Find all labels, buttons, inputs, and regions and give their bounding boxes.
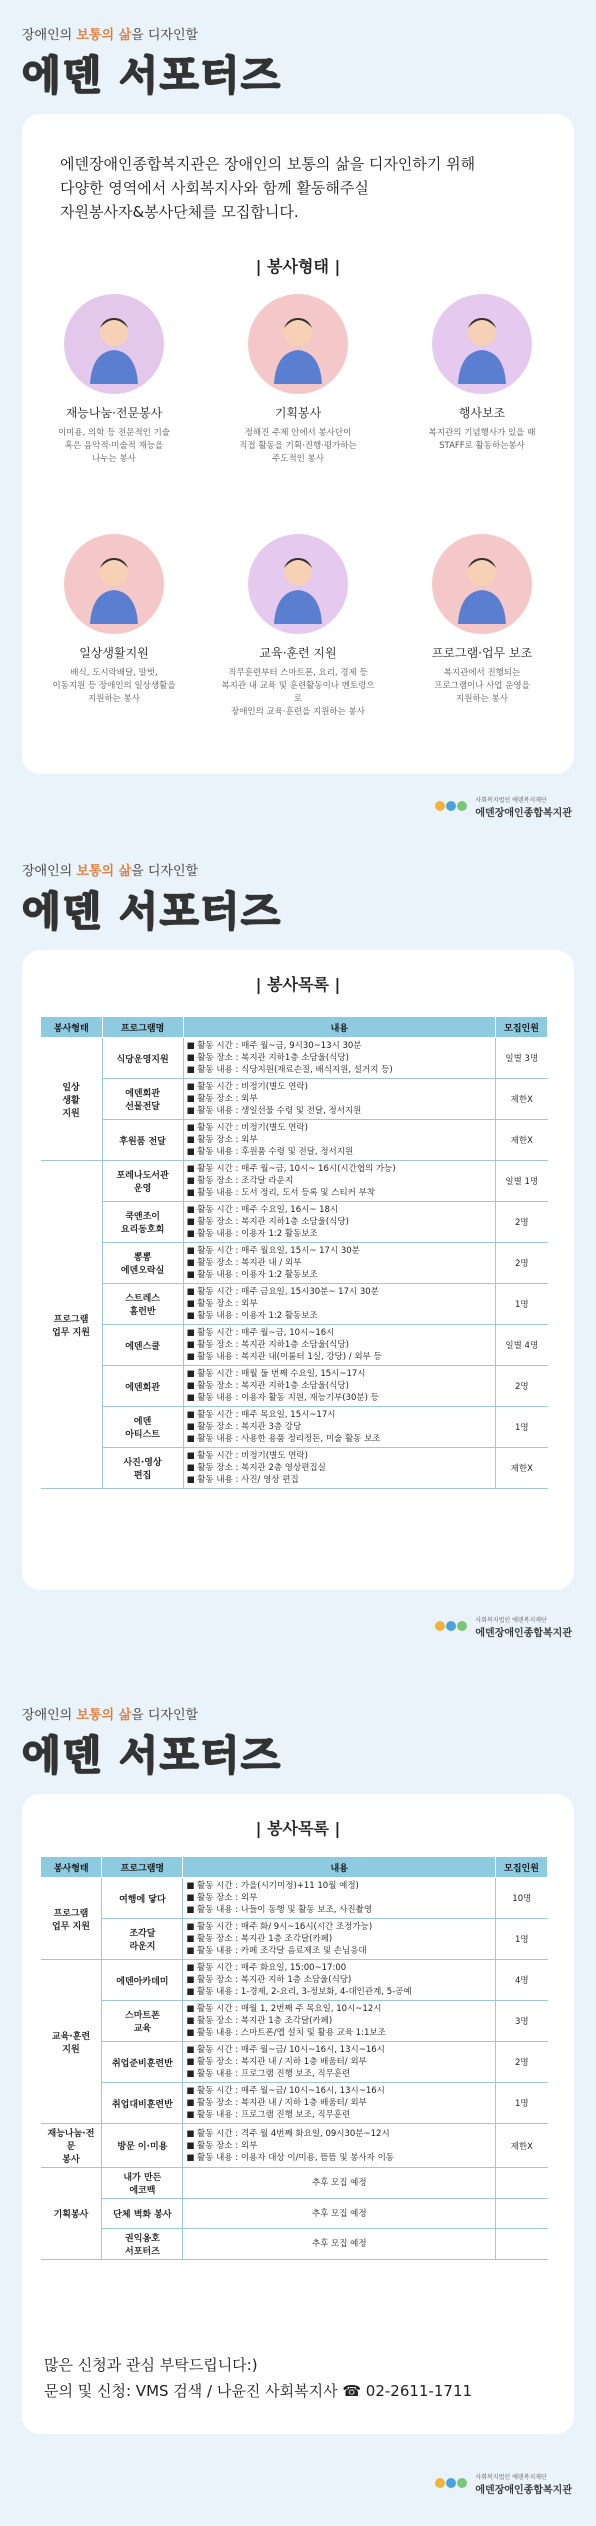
table-row: [41, 1878, 548, 1919]
cell-content: [183, 1079, 496, 1120]
content-line: ■ 활동 장소 : 복지관 내 / 외부: [186, 1258, 302, 1268]
volunteer-type-card: [218, 294, 378, 466]
content-line: ■ 활동 장소 : 외부: [186, 1299, 258, 1309]
table-row: [41, 1079, 548, 1120]
table-header-row: [41, 1857, 548, 1878]
section-list-1: [0, 830, 596, 1660]
content-line: ■ 활동 내용 : 이용자 대상 이/미용, 뜸뜸 및 봉사자 이동: [186, 2152, 395, 2163]
content-line: ■ 활동 장소 : 외부: [186, 1893, 258, 1903]
cell-content: [183, 2124, 496, 2168]
intro-text: 에덴장애인종합복지관은 장애인의 보통의 삶을 디자인하기 위해 다양한 영역에서 사회복지사와 함께 활동해주실 자원봉사자&봉사단체를 모집합니다.: [60, 155, 476, 221]
cell-content: [183, 1120, 496, 1161]
content-line: ■ 활동 내용 : 생일선물 수령 및 전달, 정서지원: [186, 1106, 362, 1116]
cell-content: [183, 1325, 496, 1366]
cell-program: 내가 만든 에코백: [102, 2168, 183, 2199]
content-line: ■ 활동 장소 : 복지관 지하1층 소담울(식당): [186, 1053, 349, 1063]
content-line: ■ 활동 장소 : 복지관 1층 조각달(카페): [186, 2016, 333, 2026]
cell-content: [183, 2042, 496, 2083]
content-line: ■ 활동 시간 : 비정기(별도 연락): [186, 1123, 308, 1133]
cell-program: 사진·영상 편집: [102, 1448, 183, 1489]
org-logo: 사회복지법인 에덴복지재단 에덴장애인종합복지관: [434, 1615, 572, 1639]
volunteer-type-card: [34, 294, 194, 466]
header-type: 봉사형태: [41, 1857, 102, 1878]
cell-content: [183, 2199, 496, 2229]
content-line: ■ 활동 장소 : 복지관 지하1층 소담울(식당): [186, 1217, 349, 1227]
cell-content: [183, 1878, 496, 1919]
content-line: ■ 활동 내용 : 스마트폰/앱 설치 및 활용 교육 1:1보조: [186, 2028, 386, 2038]
table-row: [41, 1407, 548, 1448]
volunteer-type-card: [402, 294, 562, 453]
cell-count: [496, 2229, 548, 2260]
cell-count: 제한X: [496, 1120, 548, 1161]
content-line: ■ 활동 장소 : 외부: [186, 1135, 258, 1145]
header-content: 내용: [183, 1017, 496, 1038]
volunteer-type-name: 기획봉사: [274, 406, 322, 420]
cell-count: [496, 2168, 548, 2199]
org-logo: [434, 795, 572, 819]
volunteer-type-desc: 배식, 도시락배달, 말벗, 이동지원 등 장애인의 일상생활을 지원하는 봉사: [52, 668, 176, 704]
cell-type: 프로그램 업무 지원: [41, 1161, 103, 1489]
volunteer-table-1: [40, 1016, 548, 1489]
brand-title: 에덴 서포터즈: [22, 889, 282, 935]
header-count: 모집인원: [496, 1017, 548, 1038]
content-line: ■ 활동 내용 : 사진/ 영상 편집: [186, 1475, 299, 1485]
cell-count: 일별 3명: [496, 1038, 548, 1079]
volunteer-table-2: [40, 1856, 548, 2260]
cell-content: [183, 2001, 496, 2042]
contact-info: [44, 2352, 472, 2404]
table-row: [41, 1038, 548, 1079]
content-line: ■ 활동 시간 : 비정기(별도 연락): [186, 1082, 308, 1092]
volunteer-illustration-icon: [64, 534, 164, 634]
content-line: ■ 활동 시간 : 매주 금요일, 15시30분~ 17시 30분: [186, 1287, 379, 1297]
content-line: ■ 활동 장소 : 외부: [186, 1094, 258, 1104]
cell-count: 제한X: [496, 2124, 548, 2168]
content-line: ■ 활동 시간 : 격주 월 4번째 화요일, 09시30분~12시: [186, 2128, 390, 2139]
cell-content: [183, 1407, 496, 1448]
table-row: [41, 2229, 548, 2260]
content-line: ■ 활동 장소 : 외부: [186, 2140, 258, 2151]
header-content: 내용: [183, 1857, 496, 1878]
cell-type: 기획봉사: [41, 2168, 102, 2260]
org-logo-icon: [434, 1619, 468, 1636]
cell-count: 2명: [496, 1366, 548, 1407]
cell-count: 제한X: [496, 1079, 548, 1120]
content-line: ■ 활동 내용 : 복지관 내(이룸터 1실, 강당) / 외부 등: [186, 1352, 382, 1362]
cell-count: 4명: [496, 1960, 548, 2001]
content-line: ■ 활동 장소 : 조각달 라운지: [186, 1176, 294, 1186]
content-line: ■ 활동 시간 : 매주 화요일, 15:00~17:00: [186, 1963, 347, 1973]
cell-program: 쿡앤조이 요리동호회: [102, 1202, 183, 1243]
volunteer-illustration-icon: [64, 294, 164, 394]
cell-type: 일상 생활 지원: [41, 1038, 103, 1161]
cell-program: 에덴 아티스트: [102, 1407, 183, 1448]
volunteer-type-desc: 직무훈련부터 스마트폰, 요리, 경제 등 복지관 내 교육 및 훈련활동이나 멘토링으로 장애인의 교육·훈련을 지원하는 봉사: [221, 668, 375, 717]
volunteer-type-name: 교육·훈련 지원: [259, 646, 337, 660]
cell-count: 3명: [496, 2001, 548, 2042]
cell-program: 뽕뽕 에덴오락실: [102, 1243, 183, 1284]
table-row: [41, 1960, 548, 2001]
content-line: ■ 활동 내용 : 사용한 용품 정리정돈, 미술 활동 보조: [186, 1434, 381, 1444]
cell-content: [183, 2168, 496, 2199]
content-line: ■ 활동 장소 : 복지관 지하 1층 소담울(식당): [186, 1975, 352, 1985]
section-list-2: [0, 1660, 596, 2526]
content-line: ■ 활동 내용 : 프로그램 진행 보조, 직무훈련: [186, 2110, 351, 2120]
cell-count: 10명: [496, 1878, 548, 1919]
content-line: ■ 활동 장소 : 복지관 내 / 지하 1층 배움터/ 외부: [186, 2098, 367, 2108]
cell-count: 1명: [496, 1284, 548, 1325]
header-prog: 프로그램명: [102, 1857, 183, 1878]
cell-program: 방문 이·미용: [102, 2124, 183, 2168]
volunteer-type-desc: 복지관의 기념행사가 있을 때 STAFF로 활동하는봉사: [428, 428, 536, 451]
content-line: 추후 모집 예정: [311, 2208, 367, 2219]
cell-program: 취업대비훈련반: [102, 2083, 183, 2124]
volunteer-type-card: [402, 534, 562, 706]
volunteer-type-desc: 복지관에서 진행되는 프로그램이나 사업 운영을 지원하는 봉사: [434, 668, 530, 704]
table-row: [41, 1161, 548, 1202]
content-line: 추후 모집 예정: [311, 2178, 367, 2188]
cell-count: 2명: [496, 1202, 548, 1243]
intro-card: [22, 114, 574, 774]
volunteer-type-card: [34, 534, 194, 706]
table-row: [41, 1284, 548, 1325]
banner-tagline: 장애인의 보통의 삶을 디자인할: [22, 864, 199, 879]
volunteer-type-name: 재능나눔·전문봉사: [65, 406, 163, 420]
content-line: ■ 활동 내용 : 나들이 동행 및 활동 보조, 사진촬영: [186, 1905, 373, 1915]
cell-content: [183, 1919, 496, 1960]
cell-count: 1명: [496, 1407, 548, 1448]
content-line: ■ 활동 시간 : 매주 목요일, 15시~17시: [186, 1410, 336, 1420]
table-row: [41, 1448, 548, 1489]
content-line: ■ 활동 장소 : 복지관 3층 강당: [186, 1422, 302, 1432]
content-line: ■ 활동 장소 : 복지관 지하1층 소담울(식당): [186, 1340, 349, 1350]
cell-content: [183, 1448, 496, 1489]
content-line: ■ 활동 내용 : 이용자 1:2 활동보조: [186, 1311, 318, 1321]
volunteer-type-name: 일상생활지원: [79, 646, 149, 660]
cell-count: 일별 1명: [496, 1161, 548, 1202]
org-logo-icon: [434, 799, 468, 816]
volunteer-type-card: [218, 534, 378, 719]
table-row: [41, 2001, 548, 2042]
section-intro: [0, 0, 596, 830]
content-line: ■ 활동 시간 : 매월 1, 2번째 주 목요일, 10시~12시: [186, 2004, 382, 2014]
cell-program: 조각달 라운지: [102, 1919, 183, 1960]
content-line: ■ 활동 시간 : 매주 월~금, 9시30~13시 30분: [186, 1041, 362, 1051]
table-row: [41, 2199, 548, 2229]
cell-program: 권익옹호 서포터즈: [102, 2229, 183, 2260]
content-line: ■ 활동 내용 : 도서 정리, 도서 등록 및 스티커 부착: [186, 1188, 375, 1198]
content-line: ■ 활동 장소 : 복지관 1층 조각달(카페): [186, 1934, 333, 1944]
cell-program: 후원품 전달: [102, 1120, 183, 1161]
cell-count: 1명: [496, 1919, 548, 1960]
cell-program: 스마트폰 교육: [102, 2001, 183, 2042]
content-line: ■ 활동 시간 : 매주 월~금, 10시~16시: [186, 1328, 335, 1338]
list-title: | 봉사목록 |: [255, 975, 341, 994]
content-line: 추후 모집 예정: [311, 2239, 367, 2249]
content-line: ■ 활동 시간 : 매주 월~금/ 10시~16시, 13시~16시: [186, 2045, 385, 2055]
volunteer-type-desc: 정해진 주제 안에서 봉사단이 직접 활동을 기획·진행·평가하는 주도적인 봉사: [239, 428, 357, 464]
cell-program: 에덴회관 선물전달: [102, 1079, 183, 1120]
table-row: [41, 1202, 548, 1243]
table-row: [41, 2168, 548, 2199]
contact-thanks: 많은 신청과 관심 부탁드립니다:): [44, 2356, 258, 2374]
header-prog: 프로그램명: [102, 1017, 183, 1038]
cell-count: [496, 2199, 548, 2229]
content-line: ■ 활동 내용 : 이용자 1:2 활동보조: [186, 1229, 318, 1239]
table-row: [41, 1120, 548, 1161]
org-small: 사회복지법인 에덴복지재단: [475, 797, 547, 804]
header-type: 봉사형태: [41, 1017, 103, 1038]
cell-content: [183, 1161, 496, 1202]
banner-tagline: 장애인의 보통의 삶을 디자인할: [22, 28, 199, 43]
types-title: | 봉사형태 |: [255, 257, 341, 276]
cell-content: [183, 1960, 496, 2001]
volunteer-illustration-icon: [432, 294, 532, 394]
cell-content: [183, 2083, 496, 2124]
content-line: ■ 활동 내용 : 카페 조각달 음료제조 및 손님응대: [186, 1946, 367, 1956]
content-line: ■ 활동 시간 : 매주 월요일, 15시~ 17시 30분: [186, 1246, 360, 1256]
table-row: [41, 1325, 548, 1366]
cell-type: 재능나눔·전문 봉사: [41, 2124, 102, 2168]
content-line: ■ 활동 시간 : 가을(시기미정)+11 10월 예정): [186, 1881, 359, 1891]
cell-program: 스트레스 홈런반: [102, 1284, 183, 1325]
banner-tagline: 장애인의 보통의 삶을 디자인할: [22, 1708, 199, 1723]
content-line: ■ 활동 시간 : 매주 화/ 9시~16시(시간 조정가능): [186, 1922, 373, 1932]
content-line: ■ 활동 시간 : 매월 둘 번째 수요일, 15시~17시: [186, 1369, 366, 1379]
org-name: 에덴장애인종합복지관: [475, 808, 572, 819]
table-row: [41, 2124, 548, 2168]
cell-program: 여행에 닿다: [102, 1878, 183, 1919]
cell-content: [183, 2229, 496, 2260]
content-line: ■ 활동 장소 : 복지관 내 / 지하 1층 배움터/ 외부: [186, 2057, 367, 2067]
cell-program: 에덴스쿨: [102, 1325, 183, 1366]
table-header-row: [41, 1017, 548, 1038]
cell-type: 교육·훈련 지원: [41, 1960, 102, 2124]
table-row: [41, 1919, 548, 1960]
cell-program: 단체 벽화 봉사: [102, 2199, 183, 2229]
header-count: 모집인원: [496, 1857, 548, 1878]
content-line: ■ 활동 내용 : 이용자 1:2 활동보조: [186, 1270, 318, 1280]
volunteer-type-name: 행사보조: [458, 406, 506, 420]
contact-line: 문의 및 신청: VMS 검색 / 나윤진 사회복지사 ☎ 02-2611-1711: [44, 2382, 473, 2400]
volunteer-illustration-icon: [248, 534, 348, 634]
table-row: [41, 1366, 548, 1407]
content-line: ■ 활동 내용 : 후원품 수령 및 전달, 정서지원: [186, 1147, 354, 1157]
content-line: ■ 활동 시간 : 비정기(별도 연락): [186, 1451, 308, 1461]
content-line: ■ 활동 내용 : 프로그램 진행 보조, 직무훈련: [186, 2069, 351, 2079]
cell-program: 에덴아카데미: [102, 1960, 183, 2001]
org-logo: 사회복지법인 에덴복지재단 에덴장애인종합복지관: [434, 2472, 572, 2496]
org-logo-icon: [434, 2476, 468, 2493]
content-line: ■ 활동 시간 : 매주 월~금/ 10시~16시, 13시~16시: [186, 2086, 385, 2096]
volunteer-type-name: 프로그램·업무 보조: [431, 646, 533, 660]
content-line: ■ 활동 장소 : 복지관 지하1층 소담울(식당): [186, 1381, 349, 1391]
content-line: ■ 활동 장소 : 복지관 2층 영상편집실: [186, 1463, 326, 1473]
volunteer-illustration-icon: [432, 534, 532, 634]
content-line: ■ 활동 내용 : 1-경제, 2-요리, 3-정보화, 4-대인관계, 5-공예: [186, 1987, 412, 1997]
cell-program: 취업준비훈련반: [102, 2042, 183, 2083]
volunteer-illustration-icon: [248, 294, 348, 394]
brand-title: 에덴 서포터즈: [22, 1733, 282, 1779]
list-title: | 봉사목록 |: [255, 1819, 341, 1838]
table-row: [41, 2042, 548, 2083]
cell-count: 제한X: [496, 1448, 548, 1489]
table-row: [41, 1243, 548, 1284]
cell-content: [183, 1202, 496, 1243]
cell-content: [183, 1038, 496, 1079]
volunteer-type-desc: 이미용, 의학 등 전문적인 기술 혹은 음악적·미술적 재능을 나누는 봉사: [57, 428, 171, 464]
cell-count: 1명: [496, 2083, 548, 2124]
table-row: [41, 2083, 548, 2124]
content-line: ■ 활동 내용 : 이용자 활동 지원, 재능기부(30분) 등: [186, 1393, 379, 1403]
cell-program: 포레나도서관 운영: [102, 1161, 183, 1202]
cell-count: 일별 4명: [496, 1325, 548, 1366]
cell-program: 에덴회관: [102, 1366, 183, 1407]
cell-type: 프로그램 업무 지원: [41, 1878, 102, 1960]
content-line: ■ 활동 시간 : 매주 월~금, 10시~ 16시(시간협의 가능): [186, 1164, 396, 1174]
cell-count: 2명: [496, 2042, 548, 2083]
cell-content: [183, 1243, 496, 1284]
cell-content: [183, 1366, 496, 1407]
brand-title: 에덴 서포터즈: [22, 53, 282, 99]
cell-count: 2명: [496, 1243, 548, 1284]
content-line: ■ 활동 시간 : 매주 수요일, 16시~ 18시: [186, 1205, 339, 1215]
cell-program: 식당운영지원: [102, 1038, 183, 1079]
cell-content: [183, 1284, 496, 1325]
content-line: ■ 활동 내용 : 식당지원(재료손질, 배식지원, 설거지 등): [186, 1065, 393, 1075]
